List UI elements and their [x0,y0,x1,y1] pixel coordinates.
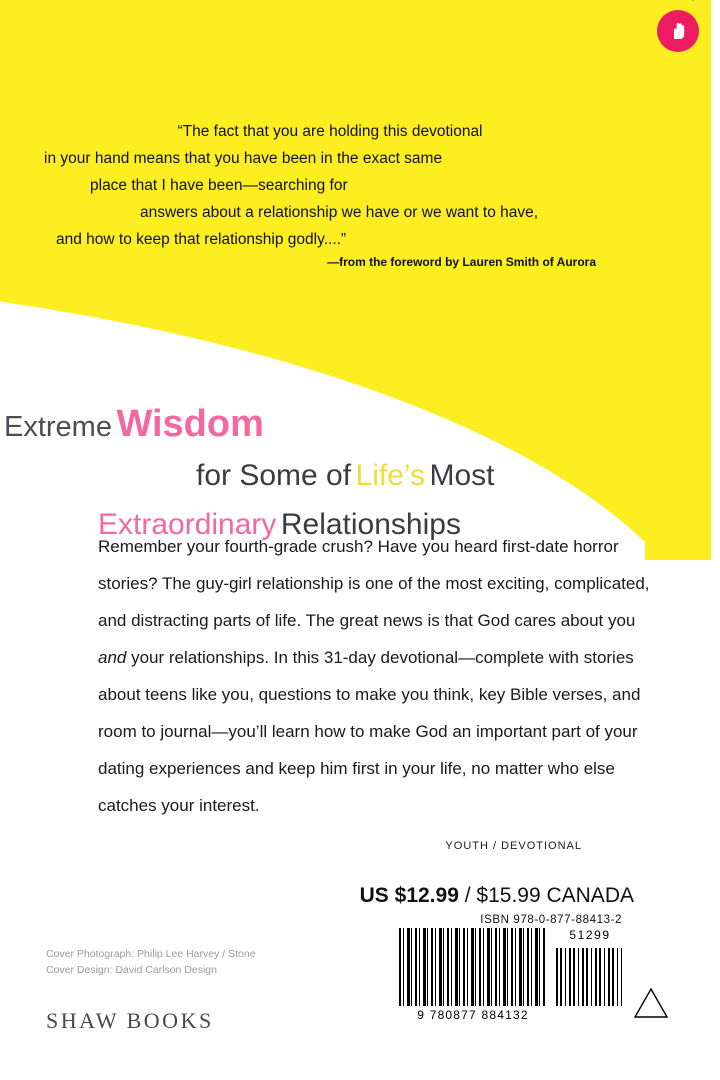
headline-word-wisdom: Wisdom [116,403,264,445]
blurb-part-1: Remember your fourth-grade crush? Have you heard first-date horror stories? The guy-girl relationship is one of the most exciting, complicated, and distracting parts of life. The great news is that God cares about you [98,537,650,630]
spine-strip [645,0,711,1080]
blurb-emphasis: and [98,648,127,667]
quote-line-5: and how to keep that relationship godly....” [56,231,347,248]
cover-credits [46,946,256,978]
isbn-label: ISBN 978-0-877-88413-2 [480,914,622,926]
triangle-icon [634,988,668,1018]
quote-line-3: place that I have been—searching for [90,177,348,194]
price-us: US $12.99 [359,884,459,907]
price-canada: $15.99 CANADA [476,884,634,907]
publisher-logo: SHAW BOOKS [46,1008,214,1033]
back-cover-blurb [98,528,654,824]
headline-word-most: Most [429,459,495,492]
barcode-addon-5digit [556,948,622,1006]
barcode-ean13 [399,928,547,1006]
spine-promo-text [689,0,703,60]
quote-attribution: —from the foreword by Lauren Smith of Aurora [327,255,596,269]
headline-word-for-some-of: for Some of [196,459,352,492]
credit-photograph: Cover Photograph: Philip Lee Harvey / Stone [46,948,256,960]
credit-design: Cover Design: David Carlson Design [46,964,217,976]
pull-quote [40,118,600,253]
price-line [0,884,634,908]
spine-yellow-fill [645,0,711,560]
headline-word-extraordinary: Extraordinary [98,508,277,541]
headline-word-relationships: Relationships [280,508,461,541]
barcode-ean13-digits: 9 780877 884132 [417,1008,529,1022]
headline-row-2 [0,454,640,503]
quote-line-4: answers about a relationship we have or we want to have, [140,204,539,221]
barcode-addon-digits: 51299 [569,928,611,942]
headline-word-lifes: Life’s [355,459,426,492]
headline-word-extreme: Extreme [4,411,112,443]
quote-line-1: “The fact that you are holding this devotional [177,123,483,140]
price-separator: / [458,884,477,907]
quote-line-2: in your hand means that you have been in the exact same [44,150,443,167]
category-label: YOUTH / DEVOTIONAL [445,840,582,852]
headline-row-1 [0,402,640,454]
blurb-part-2: your relationships. In this 31-day devotional—complete with stories about teens like you, questions to make you think, key Bible verses, and room to journal—you’ll learn how to make God an important part of your dating experiences and keep him first in your life, no matter who else catches your interest. [98,648,641,815]
